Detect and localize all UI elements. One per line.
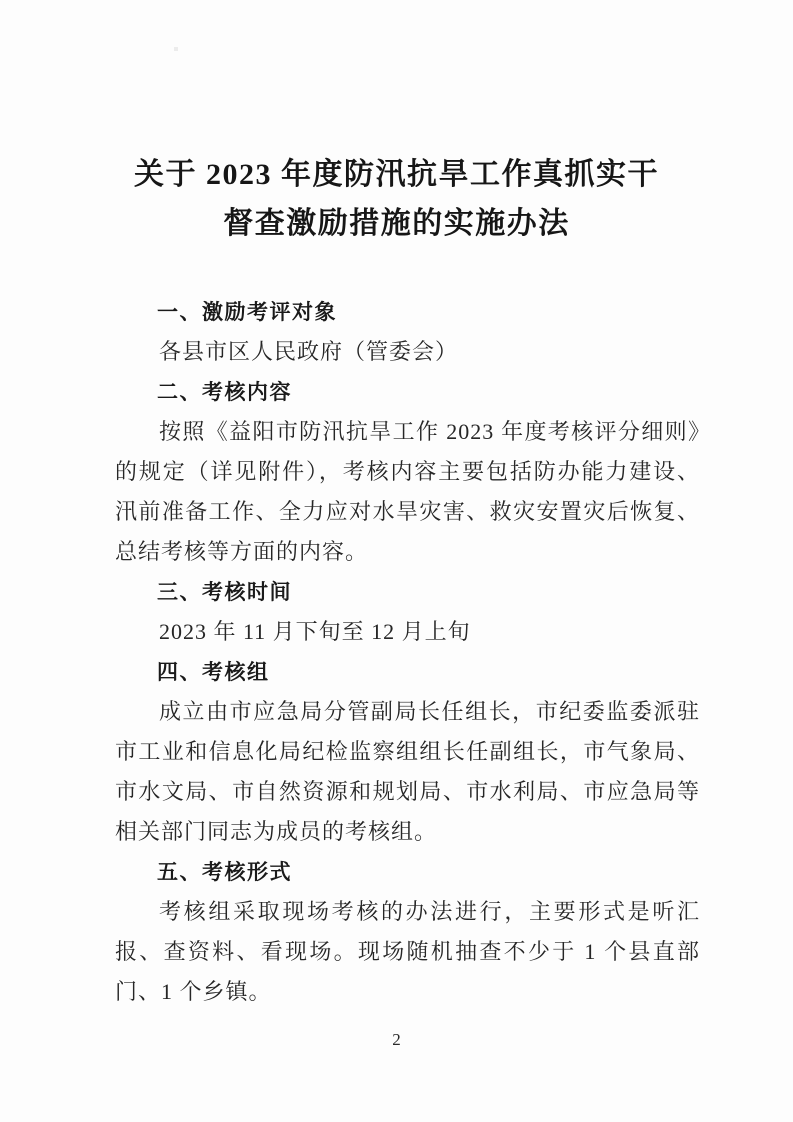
document-title	[60, 150, 733, 248]
section-paragraph-assessment-time: 2023 年 11 月下旬至 12 月上旬	[159, 619, 471, 644]
section-paragraph-assessment-content: 按照《益阳市防汛抗旱工作 2023 年度考核评分细则》的规定（详见附件），考核内容主要包括防办能力建设、汛前准备工作、全力应对水旱灾害、救灾安置灾后恢复、总结考核等方面的内容。	[115, 419, 700, 564]
section-paragraph-assessment-form: 考核组采取现场考核的办法进行，主要形式是听汇报、查资料、看现场。现场随机抽查不少于 1 个县直部门、1 个乡镇。	[115, 899, 700, 1004]
section-heading-assessment-form: 五、考核形式	[157, 860, 292, 884]
section-heading-assessment-team: 四、考核组	[157, 660, 270, 684]
document-body	[115, 292, 700, 1012]
document-title-line2: 督查激励措施的实施办法	[223, 207, 570, 240]
section-heading-incentive-targets: 一、激励考评对象	[157, 300, 337, 324]
document-title-line1: 关于 2023 年度防汛抗旱工作真抓实干	[134, 158, 659, 191]
page-number: 2	[392, 1030, 401, 1049]
section-paragraph-incentive-targets: 各县市区人民政府（管委会）	[159, 339, 459, 364]
scan-artifact-dot	[174, 47, 178, 51]
section-paragraph-assessment-team: 成立由市应急局分管副局长任组长，市纪委监委派驻市工业和信息化局纪检监察组组长任副组长，市气象局、市水文局、市自然资源和规划局、市水利局、市应急局等相关部门同志为成员的考核组。	[115, 699, 700, 844]
section-heading-assessment-time: 三、考核时间	[157, 580, 292, 604]
section-heading-assessment-content: 二、考核内容	[157, 380, 292, 404]
